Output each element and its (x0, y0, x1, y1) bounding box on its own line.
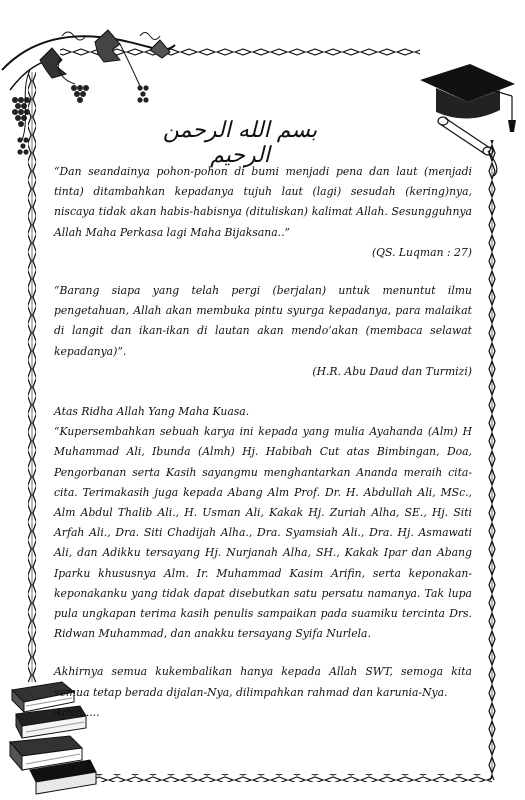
dedication-closing: Akhirnya semua kukembalikan hanya kepada Allah SWT, semoga kita semua tetap berada dijalan-Nya, dilimpahkan rahmad dan karunia-Nya. (54, 665, 472, 699)
bismillah-calligraphy: بسم الله الرحمن الرحيم (162, 118, 318, 168)
quote-source: (QS. Luqman : 27) (371, 245, 472, 259)
graduation-cap-icon (420, 64, 516, 176)
content-area (54, 162, 472, 723)
quote-text: “Dan seandainya pohon-pohon di bumi menjadi pena dan laut (menjadi tinta) ditambahkan kepadanya tujuh laut (lagi) sesudah (kering)nya, niscaya tidak akan habis-habisnya (dituliskan) kalimat Allah. Sesungguhnya Allah Maha Perkasa lagi Maha Bijaksana..” (54, 165, 472, 239)
quote-text: “Barang siapa yang telah pergi (berjalan) untuk menuntut ilmu pengetahuan, Allah akan membuka pintu syurga kepadanya, para malaikat di langit dan ikan-ikan di lautan akan mendo’akan (membaca selawat kepadanya)”. (54, 284, 472, 358)
dedication-amin: Amin..... (54, 705, 100, 719)
dedication-body: “Kupersembahkan sebuah karya ini kepada yang mulia Ayahanda (Alm) H Muhammad Ali, Ibunda (Almh) Hj. Habibah Cut atas Bimbingan, Doa, Pengorbanan serta Kasih sayangmu menghantarkan Ananda meraih cita-cita. Terimakasih juga kepada Abang Alm Prof. Dr. H. Abdullah Ali, MSc., Alm Abdul Thalib Ali., H. Usman Ali, Kakak Hj. Zuriah Alha, SE., Hj. Siti Arfah Ali., Dra. Siti Chadijah Alha., Dra. Syamsiah Ali., Dra. Hj. Asmawati Ali, dan Adikku tersayang Hj. Nurjanah Alha, SH., Kakak Ipar dan Abang Iparku khususnya Alm. Ir. Muhammad Kasim Arifin, serta keponakan-keponakanku yang tidak dapat disebutkan satu persatu namanya. Tak lupa pula ungkapan terima kasih penulis sampaikan pada suamiku tercinta Drs. Ridwan Muhammad, dan anakku tersayang Syifa Nurlela. (54, 425, 472, 641)
dedication-opening: Atas Ridha Allah Yang Maha Kuasa. (54, 405, 250, 419)
quote-source: (H.R. Abu Daud dan Turmizi) (312, 364, 472, 378)
